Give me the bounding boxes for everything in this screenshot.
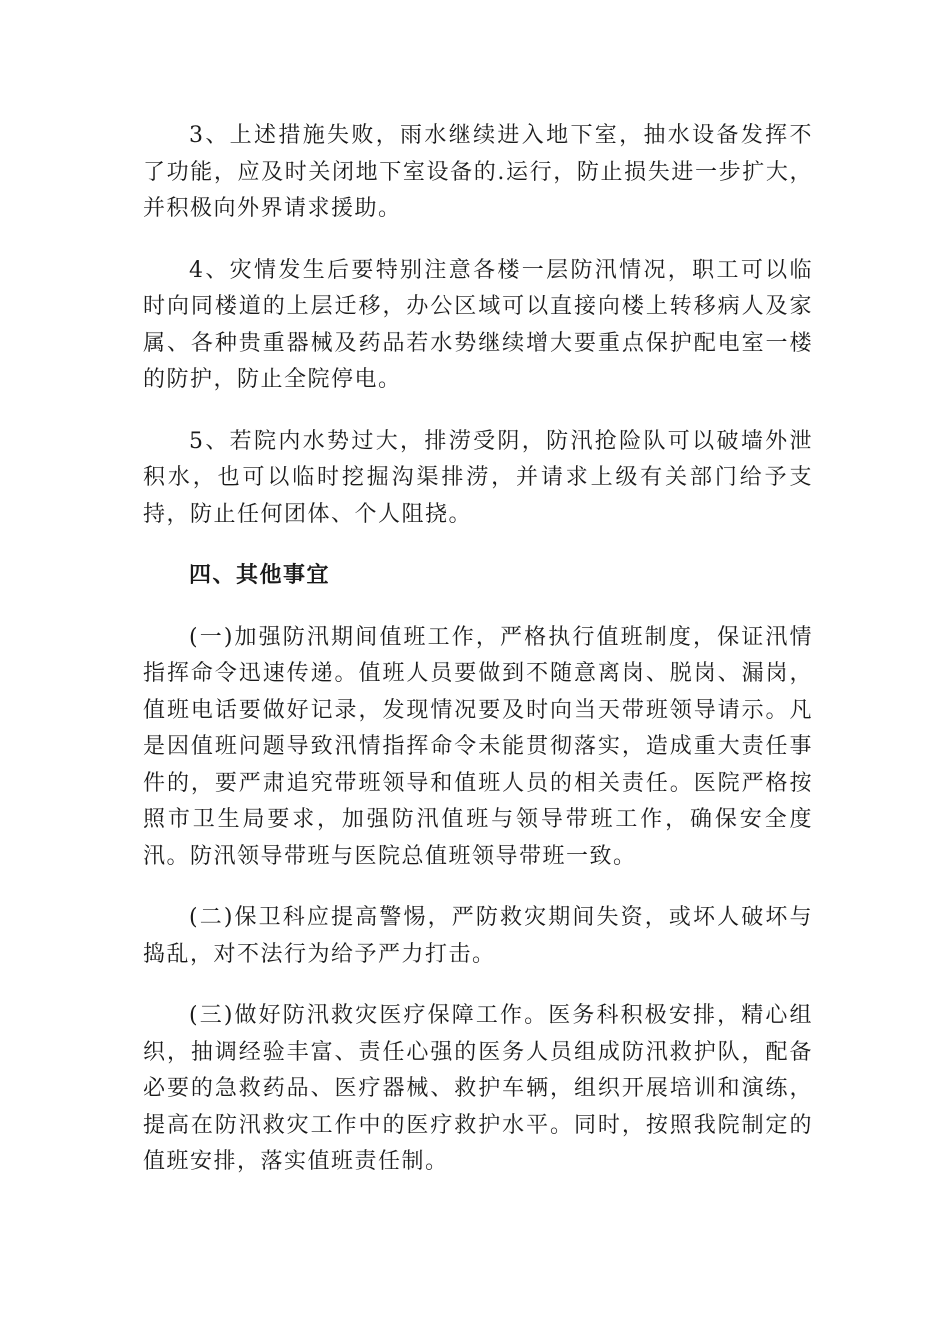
paragraph-item-3: (三)做好防汛救灾医疗保障工作。医务科积极安排，精心组织，抽调经验丰富、责任心强的医务人员组成防汛救护队，配备必要的急救药品、医疗器械、救护车辆，组织开展培训和演练，提高在防汛救灾工作中的医疗救护水平。同时，按照我院制定的值班安排，落实值班责任制。 — [143, 1003, 813, 1174]
document-body — [143, 118, 813, 1206]
paragraph-measure-3: 3、上述措施失败，雨水继续进入地下室，抽水设备发挥不了功能，应及时关闭地下室设备的.运行，防止损失进一步扩大，并积极向外界请求援助。 — [143, 123, 813, 221]
section-heading: 四、其他事宜 — [189, 563, 331, 588]
paragraph-item-2: (二)保卫科应提高警惕，严防救灾期间失资，或坏人破坏与捣乱，对不法行为给予严力打击。 — [143, 905, 813, 967]
paragraph-item-1: (一)加强防汛期间值班工作，严格执行值班制度，保证汛情指挥命令迅速传递。值班人员要做到不随意离岗、脱岗、漏岗，值班电话要做好记录，发现情况要及时向当天带班领导请示。凡是因值班问题导致汛情指挥命令未能贯彻落实，造成重大责任事件的，要严肃追究带班领导和值班人员的相关责任。医院严格按照市卫生局要求，加强防汛值班与领导带班工作，确保安全度汛。防汛领导带班与医院总值班领导带班一致。 — [143, 624, 813, 869]
paragraph-measure-4: 4、灾情发生后要特别注意各楼一层防汛情况，职工可以临时向同楼道的上层迁移，办公区域可以直接向楼上转移病人及家属、各种贵重器械及药品若水势继续增大要重点保护配电室一楼的防护，防止全院停电。 — [143, 257, 813, 392]
paragraph-measure-5: 5、若院内水势过大，排涝受阴，防汛抢险队可以破墙外泄积水，也可以临时挖掘沟渠排涝，并请求上级有关部门给予支持，防止任何团体、个人阻挠。 — [143, 428, 813, 527]
